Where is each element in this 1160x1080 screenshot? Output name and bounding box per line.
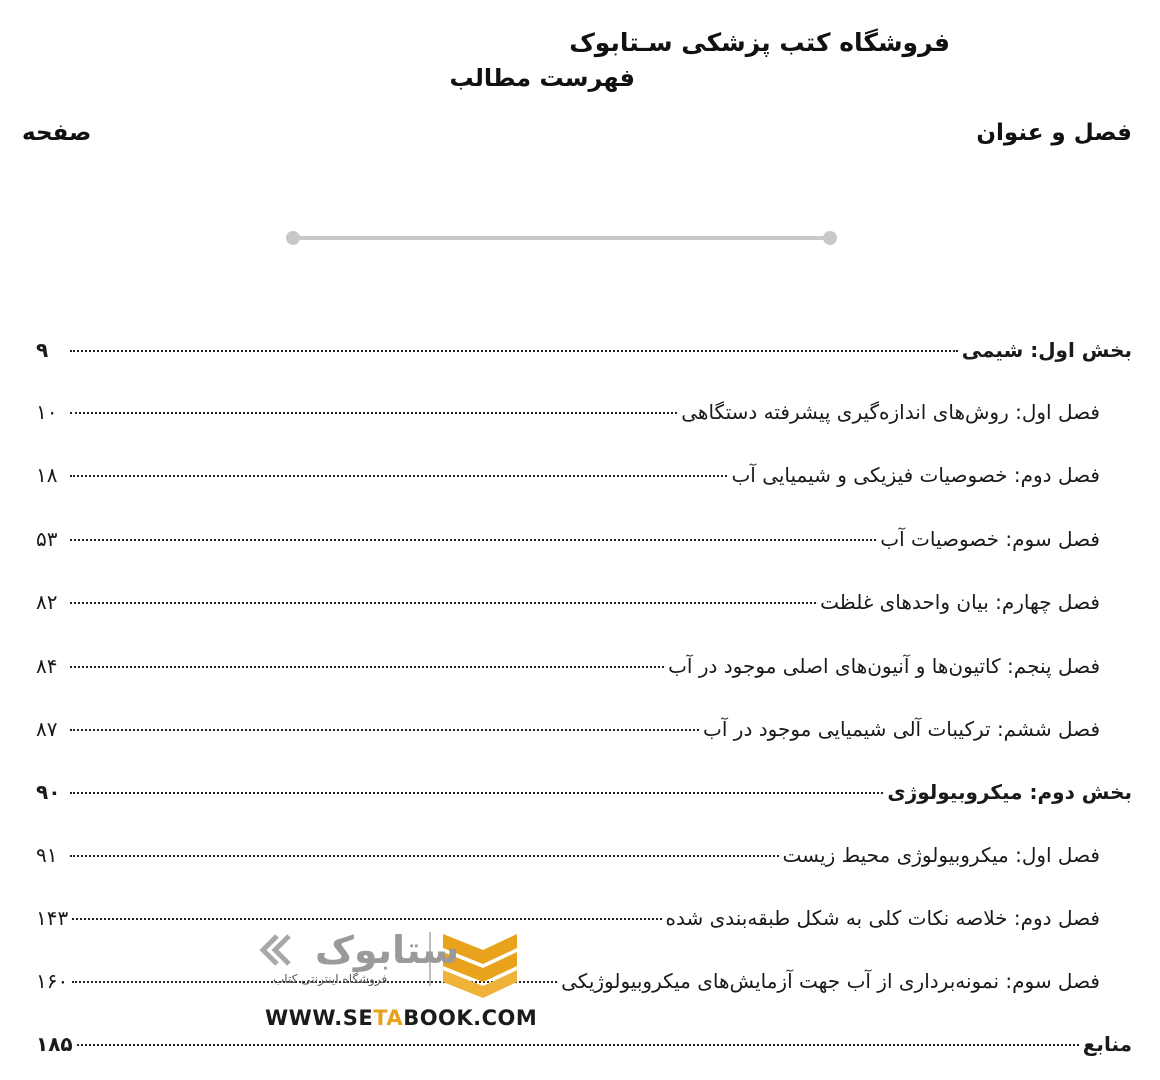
toc-entry-title: فصل ششم: ترکیبات آلی شیمیایی موجود در آب bbox=[703, 717, 1100, 741]
url-accent: TA bbox=[373, 1006, 404, 1030]
watermark-tagline: فروشگاه اینترنتی کتاب bbox=[273, 972, 388, 986]
toc-dot-leader bbox=[70, 792, 883, 794]
toc-entry-title: فصل اول: میکروبیولوژی محیط زیست bbox=[782, 843, 1100, 867]
toc-dot-leader bbox=[70, 602, 816, 604]
toc-dot-leader bbox=[70, 855, 779, 857]
store-title: فروشگاه کتب پزشکی سـتابوک bbox=[569, 28, 950, 57]
toc-page-number: ۸۷ bbox=[36, 717, 58, 741]
toc-dot-leader bbox=[70, 350, 958, 352]
toc-entry-title: منابع bbox=[1082, 1032, 1132, 1056]
toc-chapter-row bbox=[36, 400, 1100, 436]
toc-page-number: ۸۲ bbox=[36, 590, 58, 614]
toc-page-number: ۱۶۰ bbox=[36, 969, 69, 993]
toc-dot-leader bbox=[72, 918, 661, 920]
watermark-url bbox=[265, 1006, 537, 1030]
toc-entry-title: فصل سوم: نمونه‌برداری از آب جهت آزمایش‌های میکروبیولوژیکی bbox=[561, 969, 1100, 993]
toc-entry-title: بخش اول: شیمی bbox=[961, 338, 1132, 362]
toc-chapter-row bbox=[36, 527, 1100, 563]
toc-page-number: ۱۸ bbox=[36, 463, 58, 487]
toc-chapter-row bbox=[36, 843, 1100, 879]
page-title: فهرست مطالب bbox=[449, 64, 635, 92]
toc-section-row bbox=[36, 338, 1132, 374]
toc-section-row bbox=[36, 1032, 1132, 1068]
toc-dot-leader bbox=[70, 475, 727, 477]
toc-page-number: ۹ bbox=[36, 338, 49, 362]
toc-entry-title: فصل دوم: خلاصه نکات کلی به شکل طبقه‌بندی شده bbox=[665, 906, 1100, 930]
toc-page-number: ۸۴ bbox=[36, 654, 58, 678]
toc-chapter-row bbox=[36, 969, 1100, 1005]
toc-section-row bbox=[36, 780, 1132, 816]
column-header-chapter: فصل و عنوان bbox=[976, 120, 1132, 146]
toc-dot-leader bbox=[70, 729, 699, 731]
toc-chapter-row bbox=[36, 590, 1100, 626]
toc-entry-title: فصل پنجم: کاتیون‌ها و آنیون‌های اصلی موجود در آب bbox=[668, 654, 1100, 678]
toc-page-number: ۵۳ bbox=[36, 527, 58, 551]
toc-dot-leader bbox=[70, 539, 876, 541]
watermark-logo-text: ستابوک bbox=[315, 928, 460, 972]
toc-dot-leader bbox=[70, 666, 664, 668]
url-prefix: WWW.SE bbox=[265, 1006, 374, 1030]
toc-entry-title: فصل سوم: خصوصیات آب bbox=[880, 527, 1100, 551]
toc-page-number: ۹۱ bbox=[36, 843, 58, 867]
toc-chapter-row bbox=[36, 654, 1100, 690]
toc-entry-title: بخش دوم: میکروبیولوژی bbox=[887, 780, 1132, 804]
toc-dot-leader bbox=[70, 412, 677, 414]
toc-page-number: ۹۰ bbox=[36, 780, 61, 804]
column-header-page: صفحه bbox=[22, 120, 92, 146]
toc-chapter-row bbox=[36, 463, 1100, 499]
watermark bbox=[255, 928, 538, 1033]
toc-page-number: ۱۰ bbox=[36, 400, 58, 424]
toc-dot-leader bbox=[77, 1044, 1079, 1046]
toc-chapter-row bbox=[36, 717, 1100, 753]
toc-entry-title: فصل دوم: خصوصیات فیزیکی و شیمیایی آب bbox=[731, 463, 1100, 487]
toc-page-number: ۱۸۵ bbox=[36, 1032, 73, 1056]
toc-entry-title: فصل اول: روش‌های اندازه‌گیری پیشرفته دستگاهی bbox=[681, 400, 1100, 424]
url-suffix: BOOK.COM bbox=[403, 1006, 538, 1030]
toc-page-number: ۱۴۳ bbox=[36, 906, 69, 930]
toc-entry-title: فصل چهارم: بیان واحدهای غلظت bbox=[820, 590, 1100, 614]
toc-chapter-row bbox=[36, 906, 1100, 942]
